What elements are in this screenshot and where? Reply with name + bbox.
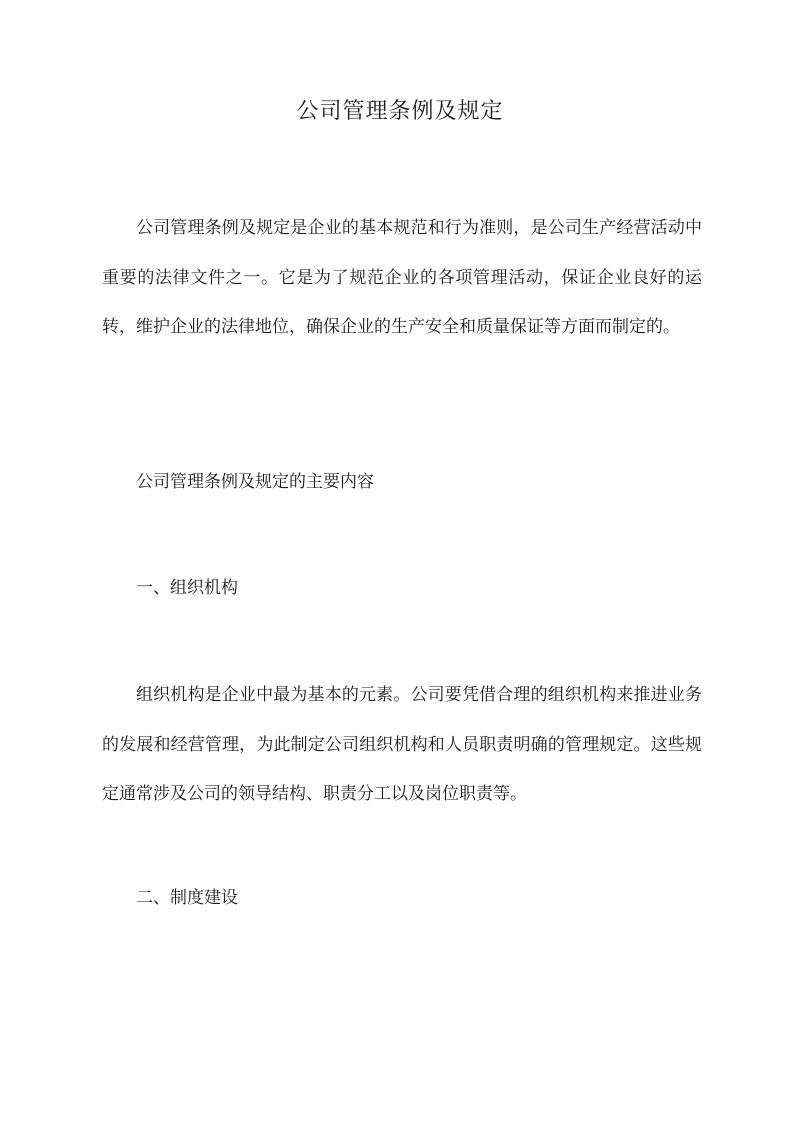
document-title: 公司管理条例及规定: [296, 99, 504, 124]
section-heading-organization: 一、组织机构: [136, 578, 238, 598]
main-content-heading: 公司管理条例及规定的主要内容: [136, 472, 374, 492]
section-paragraph-organization: 组织机构是企业中最为基本的元素。公司要凭借合理的组织机构来推进业务的发展和经营管理，为此制定公司组织机构和人员职责明确的管理规定。这些规定通常涉及公司的领导结构、职责分工以及岗位职责等。: [102, 685, 702, 804]
section-heading-system-building: 二、制度建设: [136, 888, 238, 908]
intro-paragraph: 公司管理条例及规定是企业的基本规范和行为准则，是公司生产经营活动中重要的法律文件之一。它是为了规范企业的各项管理活动，保证企业良好的运转，维护企业的法律地位，确保企业的生产安全和质量保证等方面而制定的。: [102, 218, 702, 337]
